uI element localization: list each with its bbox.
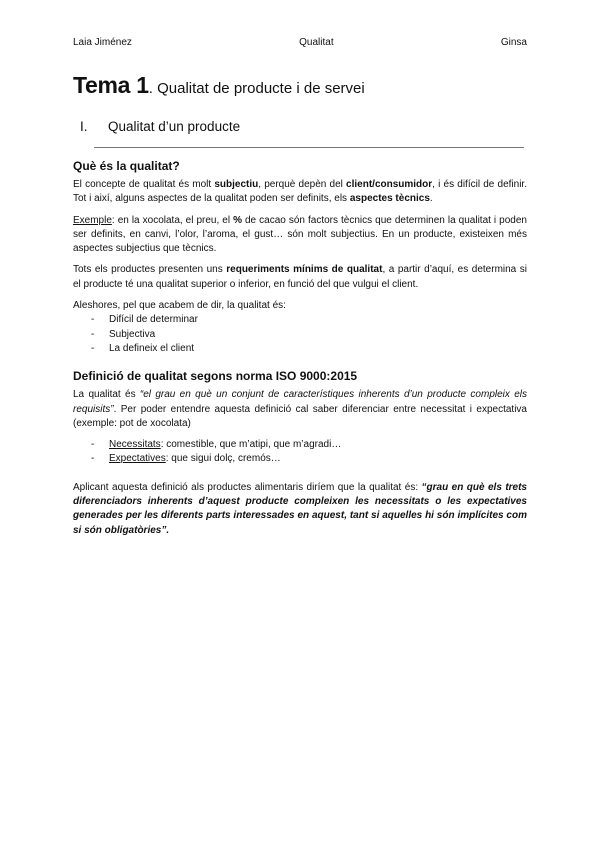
page-header [73, 37, 527, 51]
section-divider [94, 147, 524, 148]
document-body [73, 158, 527, 545]
paragraph: Aleshores, pel que acabem de dir, la qualitat és: [73, 300, 286, 312]
list-item: - Expectatives: que sigui dolç, cremós… [73, 452, 527, 466]
title-main: Tema 1 [73, 72, 149, 98]
needs-list [73, 438, 527, 467]
list-item: - Difícil de determinar [73, 313, 527, 327]
section-number: I. [80, 119, 88, 134]
list-item: - La defineix el client [73, 342, 527, 356]
section-heading [80, 119, 240, 134]
page-title [73, 72, 365, 99]
header-school: Ginsa [500, 37, 527, 48]
paragraph: Tots els productes presenten uns requeriments mínims de qualitat, a partir d’aquí, es determina si el producte té una qualitat superior o inferior, en funció del que vulgui el client. [73, 264, 527, 290]
heading-iso-definition: Definició de qualitat segons norma ISO 9000:2015 [73, 369, 358, 384]
paragraph-conclusion: Aplicant aquesta definició als productes alimentaris diríem que la qualitat és: “grau en què els trets diferenciadors inherents d’aquest producte compleixen les necessitats o les expectatives generades per les diferents parts interessades en aquest, tant si aquelles hi són implícites com si són obligatòries”. [73, 481, 527, 536]
list-item: - Subjectiva [73, 328, 527, 342]
paragraph: La qualitat és “el grau en què un conjunt de característiques inherents d’un producte compleix els requisits”. Per poder entendre aquesta definició cal saber diferenciar entre necessitat i expectativa (exemple: pot de xocolata) [73, 389, 527, 429]
header-author: Laia Jiménez [73, 37, 132, 48]
section-title: Qualitat d’un producte [108, 119, 241, 134]
paragraph-example: Exemple: en la xocolata, el preu, el % de cacao són factors tècnics que determinen la qualitat i poden ser definits, en canvi, l’olor, l’aroma, el gust… són molt subjectius. En un producte, existeixen més aspectes subjectius que tècnics. [73, 214, 527, 255]
paragraph: El concepte de qualitat és molt subjectiu, perquè depèn del client/consumidor, i és difícil de definir. Tot i així, alguns aspectes de la qualitat poden ser definits, els aspectes tècnics. [73, 179, 527, 205]
title-sub: . Qualitat de producte i de servei [148, 80, 365, 97]
list-item: - Necessitats: comestible, que m’atipi, que m’agradi… [73, 438, 527, 452]
header-subject: Qualitat [299, 37, 334, 48]
quality-list [73, 313, 527, 356]
heading-que-es-qualitat: Què és la qualitat? [73, 159, 180, 173]
